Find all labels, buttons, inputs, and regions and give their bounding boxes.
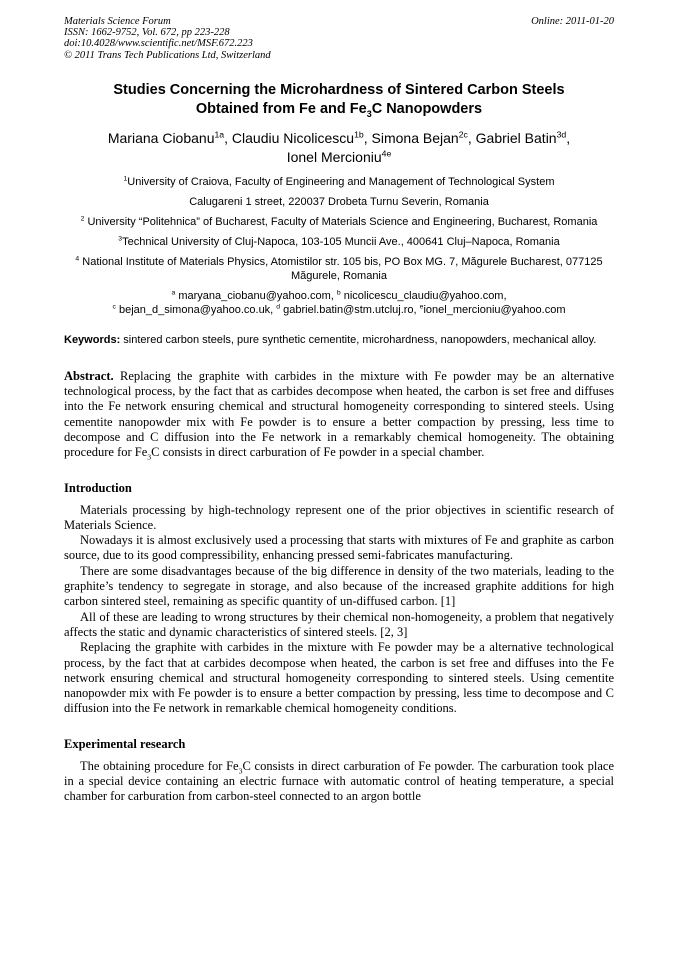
author-list: [64, 129, 614, 167]
section-heading-introduction: Introduction: [64, 480, 132, 495]
email-address[interactable]: $^b$ nicolicescu_claudiu@yahoo.com,: [336, 289, 507, 302]
author: Simona Bejan$^{2c}$,: [371, 129, 476, 146]
abstract: Abstract. Replacing the graphite with carbides in the mixture with Fe powder may be an alternative technological process, by the fact that as carbides decompose when heated, the carbon is set free and diffuses into the Fe network ensuring chemical and structural homogeneity corresponding to sintered steels. Using cementite nanopowder mix with Fe powder is to ensure a better compaction by pressing, less time to decompose and C diffusion into the Fe network in a remarkably chemical homogeneity. The obtaining procedure for $Fe_3C$ consists in direct carburation of Fe powder in a special chamber.: [64, 368, 614, 462]
affiliation-1: $^1$University of Craiova, Faculty of Engineering and Management of Technological System Calugareni 1 street, 220037 Drobeta Turnu Severin, Romania: [123, 175, 555, 208]
paper-title: [64, 81, 614, 119]
email-address[interactable]: $^c$ bejan_d_simona@yahoo.co.uk,: [112, 303, 277, 316]
author: Claudiu Nicolicescu$^{1b}$,: [231, 129, 372, 146]
journal-header: [64, 16, 614, 61]
paper-page: [0, 16, 678, 975]
online-date: Online: 2011-01-20: [531, 16, 614, 27]
journal-name: Materials Science Forum: [64, 16, 171, 27]
author: Ionel Mercioniu$^{4e}$: [286, 148, 392, 165]
author: Mariana Ciobanu$^{1a}$,: [107, 129, 232, 146]
affiliation-3: $^3$Technical University of Cluj-Napoca, 103-105 Muncii Ave., 400641 Cluj–Napoca, Romania: [118, 235, 560, 248]
section-heading-experimental: Experimental research: [64, 736, 186, 751]
email-list: [64, 289, 614, 317]
doi-line[interactable]: doi:10.4028/www.scientific.net/MSF.672.223: [64, 38, 253, 50]
email-address[interactable]: $^a$ maryana_ciobanu@yahoo.com,: [171, 289, 337, 302]
paragraph: All of these are leading to wrong structures by their chemical non-homogeneity, a problem that negatively affects the static and dynamic characteristics of sintered steels. [2, 3]: [64, 609, 614, 639]
keywords: [64, 333, 614, 347]
paragraph: Nowadays it is almost exclusively used a processing that starts with mixtures of Fe and graphite as carbon source, due to its good compressibility, enhancing pressed semi-fabricates manufacturing.: [64, 533, 614, 563]
copyright-line: © 2011 Trans Tech Publications Ltd, Switzerland: [64, 49, 271, 61]
affiliations: [64, 175, 614, 283]
email-address[interactable]: $^e$ionel_mercioniu@yahoo.com: [419, 303, 566, 316]
paragraph: Replacing the graphite with carbides in the mixture with Fe powder may be a alternative technological process, by the fact that at carbides decompose when heated, the carbon is set free and diffuses into the Fe network ensuring chemical and structural homogeneity corresponding to sintered steels. Using cementite nanopowder mix with Fe powder is to ensure a better compaction by pressing, less time to decompose and C diffusion into the Fe network in remarkable chemical homogeneity conditions.: [64, 640, 614, 716]
issn-line: ISSN: 1662-9752, Vol. 672, pp 223-228: [64, 27, 230, 39]
abstract-label: Abstract.: [64, 368, 114, 383]
affiliation-4: $^4$ National Institute of Materials Physics, Atomistilor str. 105 bis, PO Box MG. 7, Măgurele Bucharest, 077125 Măgurele, Romania: [75, 255, 603, 282]
paragraph: The obtaining procedure for $Fe_3C$ consists in direct carburation of Fe powder. The carburation took place in a special device containing an electric furnace with automatic control of heating temperature, a special chamber for carburation from carbon-steel connected to an argon bottle: [64, 758, 614, 804]
author: Gabriel Batin$^{3d}$,: [475, 129, 571, 146]
affiliation-2: $^2$ University “Politehnica” of Bucharest, Faculty of Materials Science and Engineering, Bucharest, Romania: [80, 215, 598, 228]
title-line-1: Studies Concerning the Microhardness of Sintered Carbon Steels: [113, 81, 565, 98]
paragraph: Materials processing by high-technology represent one of the prior objectives in scientific research of Materials Science.: [64, 502, 614, 532]
paragraph: There are some disadvantages because of the big difference in density of the two materials, leading to the graphite’s tendency to segregate in storage, and also because of the increased graphite additions for high carbon sintered steel, remaining as specific quantity of un-diffused carbon. [1]: [64, 563, 614, 609]
keywords-label: Keywords:: [64, 333, 121, 346]
keywords-text: sintered carbon steels, pure synthetic cementite, microhardness, nanopowders, mechanical alloy.: [120, 333, 597, 346]
email-address[interactable]: $^d$ gabriel.batin@stm.utcluj.ro,: [276, 303, 420, 316]
title-line-2: Obtained from Fe and $Fe_3C$ Nanopowders: [195, 100, 483, 119]
